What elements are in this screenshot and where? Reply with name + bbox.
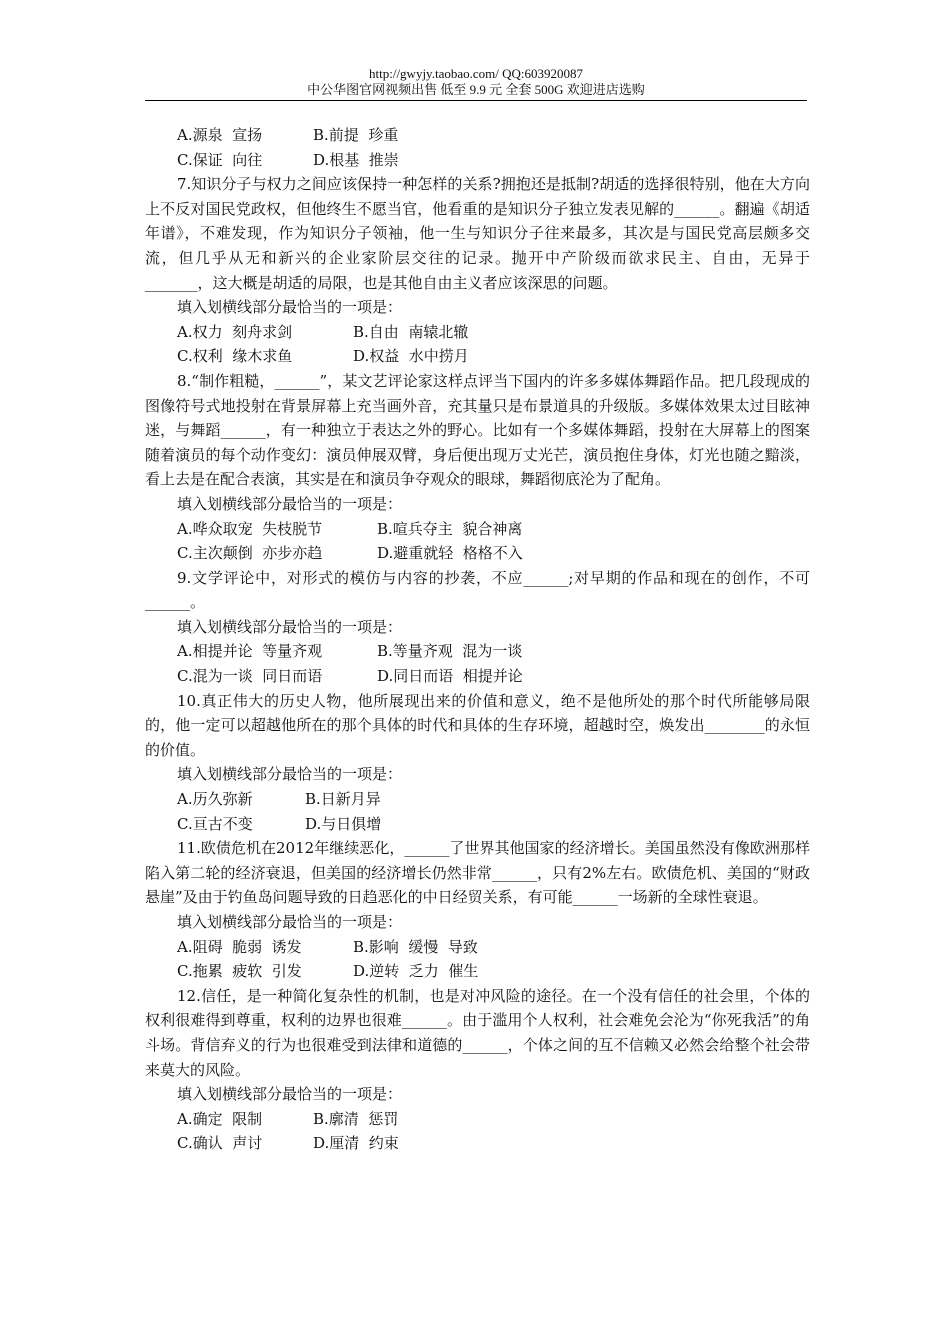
option-d: D.逆转 乏力 催生 (353, 962, 479, 981)
option-c: C.亘古不变 (177, 814, 253, 833)
question-7-prompt: 填入划横线部分最恰当的一项是： (177, 298, 403, 317)
option-d: D.权益 水中捞月 (353, 347, 469, 366)
option-row (145, 541, 810, 566)
option-c: C.拖累 疲软 引发 (177, 962, 302, 981)
question-11-prompt: 填入划横线部分最恰当的一项是： (177, 913, 403, 931)
option-a: A.哗众取宠 失枝脱节 (177, 519, 323, 538)
option-row (145, 123, 810, 148)
option-d: D.避重就轻 格格不入 (377, 544, 523, 563)
option-a: A.相提并论 等量齐观 (177, 642, 323, 661)
option-a: A.源泉 宣扬 (177, 126, 263, 144)
option-b: B.廓清 惩罚 (313, 1109, 399, 1128)
question-7-text: 7.知识分子与权力之间应该保持一种怎样的关系?拥抱还是抵制?胡适的选择很特别，他在大方向上不反对国民党政权，但他终生不愿当官，他看重的是知识分子独立发表见解的______。翻遍《胡适年谱》，不难发现，作为知识分子领袖，他一生与知识分子往来最多，其次是与国民党高层颇多交流，但几乎从无和新兴的企业家阶层交往的记录。抛开中产阶级而欲求民主、自由，无异于_______，这大概是胡适的局限，也是其他自由主义者应该深思的问题。 (145, 175, 810, 292)
document-body (145, 123, 810, 1156)
option-c: C.保证 向往 (177, 150, 263, 169)
option-row (145, 1131, 810, 1156)
page-header (145, 66, 807, 98)
option-row (145, 1107, 810, 1132)
option-b: B.喧兵夺主 貌合神离 (377, 519, 523, 538)
question-10-prompt: 填入划横线部分最恰当的一项是： (177, 765, 403, 784)
question-11-text: 11.欧债危机在2012年继续恶化，______了世界其他国家的经济增长。美国虽然没有像欧洲那样陷入第二轮的经济衰退，但美国的经济增长仍然非常______，只有2%左右。欧债危机、美国的“财政悬崖”及由于钓鱼岛问题导致的日趋恶化的中日经贸关系，有可能______一场新的全球性衰退。 (145, 839, 810, 907)
option-a: A.权力 刻舟求剑 (177, 322, 293, 341)
question-8-text: 8.“制作粗糙，______”，某文艺评论家这样点评当下国内的许多多媒体舞蹈作品。把几段现成的图像符号式地投射在背景屏幕上充当画外音，充其量只是布景道具的升级版。多媒体效果太过目眩神迷，与舞蹈______，有一种独立于表达之外的野心。比如有一个多媒体舞蹈，投射在大屏幕上的图案随着演员的每个动作变幻：演员伸展双臂，身后便出现万丈光芒，演员抱住身体，灯光也随之黯淡，看上去是在配合表演，其实是在和演员争夺观众的眼球，舞蹈彻底沦为了配角。 (145, 371, 810, 489)
option-row (145, 787, 810, 812)
option-b: B.前提 珍重 (313, 126, 399, 144)
option-c: C.主次颠倒 亦步亦趋 (177, 544, 323, 563)
question-8-prompt: 填入划横线部分最恰当的一项是： (177, 494, 403, 513)
option-d: D.与日俱增 (305, 814, 382, 833)
header-url-line: http://gwyjy.taobao.com/ QQ:603920087 (369, 66, 583, 81)
question-12-prompt: 填入划横线部分最恰当的一项是： (177, 1085, 403, 1104)
option-row (145, 664, 810, 689)
option-row (145, 959, 810, 984)
option-b: B.日新月异 (305, 790, 381, 809)
option-b: B.影响 缓慢 导致 (353, 937, 478, 956)
question-9-prompt: 填入划横线部分最恰当的一项是： (177, 617, 403, 636)
header-divider (145, 100, 807, 101)
option-d: D.同日而语 相提并论 (377, 667, 523, 686)
option-c: C.确认 声讨 (177, 1134, 263, 1153)
question-9-text: 9.文学评论中，对形式的模仿与内容的抄袭，不应______;对早期的作品和现在的创作，不可______。 (145, 568, 810, 612)
question-10-text: 10.真正伟大的历史人物，他所展现出来的价值和意义，绝不是他所处的那个时代所能够局限的，他一定可以超越他所在的那个具体的时代和具体的生存环境，超越时空，焕发出________的永恒的价值。 (145, 691, 810, 759)
header-ad-line: 中公华图官网视频出售 低至 9.9 元 全套 500G 欢迎进店选购 (307, 82, 645, 97)
option-a: A.历久弥新 (177, 790, 253, 809)
option-c: C.混为一谈 同日而语 (177, 667, 323, 686)
option-a: A.确定 限制 (177, 1109, 263, 1128)
option-row (145, 517, 810, 542)
option-row (145, 344, 810, 369)
option-row (145, 148, 810, 173)
option-row (145, 639, 810, 664)
option-d: D.厘清 约束 (313, 1134, 399, 1153)
option-b: B.等量齐观 混为一谈 (377, 642, 523, 661)
option-row (145, 935, 810, 960)
option-row (145, 320, 810, 345)
option-c: C.权利 缘木求鱼 (177, 347, 293, 366)
option-d: D.根基 推崇 (313, 150, 399, 169)
option-a: A.阻碍 脆弱 诱发 (177, 937, 302, 956)
option-b: B.自由 南辕北辙 (353, 322, 469, 341)
option-row (145, 812, 810, 837)
question-12-text: 12.信任，是一种简化复杂性的机制，也是对冲风险的途径。在一个没有信任的社会里，个体的权利很难得到尊重，权利的边界也很难______。由于滥用个人权利，社会难免会沦为“你死我活”的角斗场。背信弃义的行为也很难受到法律和道德的______，个体之间的互不信赖又必然会给整个社会带来莫大的风险。 (145, 986, 810, 1079)
